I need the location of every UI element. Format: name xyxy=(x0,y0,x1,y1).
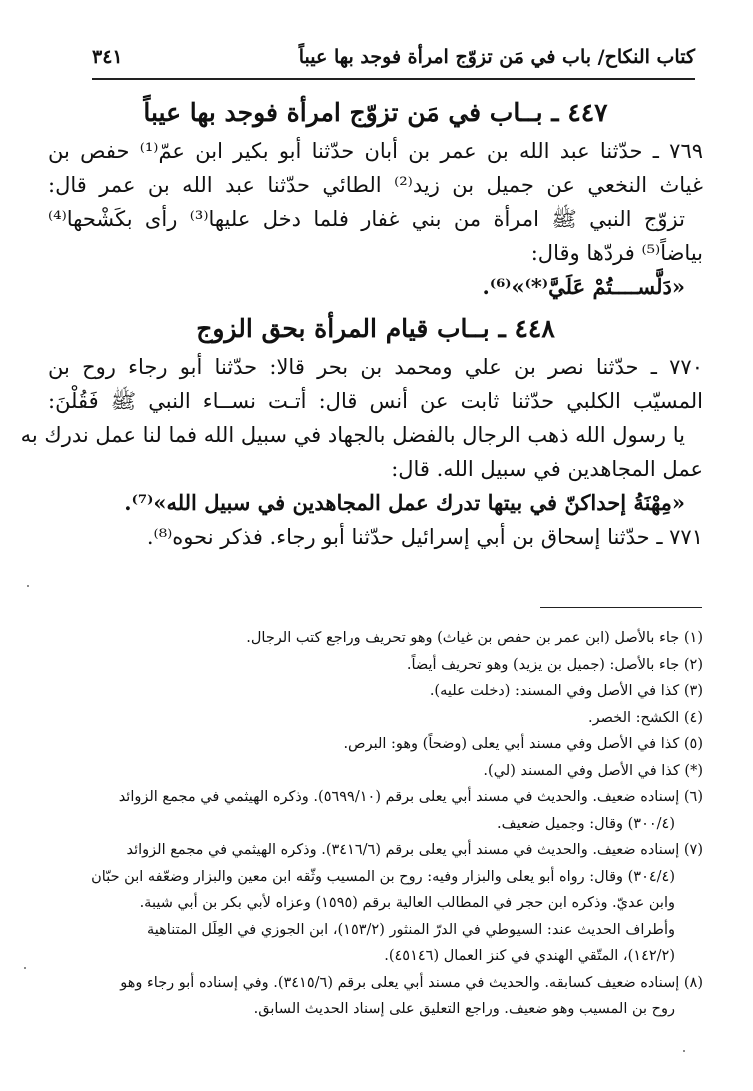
hadith-769-line-1: ٧٦٩ ـ حدّثنا عبد الله بن عمر بن أبان حدّثنا أبو بكير ابن عمّ⁽¹⁾ حفص بن xyxy=(48,139,704,163)
hadith-771: ٧٧١ ـ حدّثنا إسحاق بن أبي إسرائيل حدّثنا أبو رجاء. فذكر نحوه⁽⁸⁾. xyxy=(146,525,703,549)
chapter-title-447: ٤٤٧ ـ بــاب في مَن تزوّج امرأة فوجد بها عيباً xyxy=(143,98,608,127)
prophetic-saying-770: «مِهْنَةُ إحداكنّ في بيتها تدرك عمل المجاهدين في سبيل الله»⁽⁷⁾. xyxy=(124,490,685,515)
main-text xyxy=(20,92,704,554)
prophetic-saying-769: «دَلَّســــتُمْ عَلَيَّ⁽*⁾»⁽⁶⁾. xyxy=(482,274,685,299)
hadith-769-line-2: غياث النخعي عن جميل بن زيد⁽²⁾ الطائي حدّثنا عبد الله بن عمر قال: xyxy=(48,173,704,197)
footnote-star: (*) كذا في الأصل وفي المسند (لي). xyxy=(483,762,703,779)
scan-speck xyxy=(27,585,29,587)
footnote-1: (١) جاء بالأصل (ابن عمر بن حفص بن غياث) وهو تحريف وراجع كتب الرجال. xyxy=(246,630,703,646)
chapter-title-448: ٤٤٨ ـ بــاب قيام المرأة بحق الزوج xyxy=(196,314,555,343)
footnote-6: (٦) إسناده ضعيف. والحديث في مسند أبي يعلى برقم (٥٦٩٩/١٠). وذكره الهيثمي في مجمع الزوائد xyxy=(118,789,703,805)
scan-speck xyxy=(24,967,26,969)
footnote-7-cont-2: وابن عديّ. وذكره ابن حجر في المطالب العالية برقم (١٥٩٥) وعزاه لأبي بكر بن أبي شيبة. xyxy=(139,895,675,911)
hadith-770-line-2: المسيّب الكلبي حدّثنا ثابت عن أنس قال: أتـت نســاء النبي ﷺ فَقُلْنَ: xyxy=(48,389,703,413)
footnote-7-cont-1: (٣٠٤/٤) وقال: رواه أبو يعلى والبزار وفيه: روح بن المسيب وثّقه ابن معين والبزار وضعّفه ابن حبّان xyxy=(91,868,675,885)
running-title: كتاب النكاح/ باب في مَن تزوّج امرأة فوجد بها عيباً xyxy=(298,46,695,68)
footnote-8: (٨) إسناده ضعيف كسابقه. والحديث في مسند أبي يعلى برقم (٣٤١٥/٦). وفي إسناده أبو رجاء وهو xyxy=(120,974,703,991)
footnote-7-cont-4: (١٤٢/٢)، المتّقي الهندي في كنز العمال (٤٥١٤٦). xyxy=(384,948,675,964)
scan-speck xyxy=(683,1050,685,1052)
hadith-770-line-1: ٧٧٠ ـ حدّثنا نصر بن علي ومحمد بن بحر قالا: حدّثنا أبو رجاء روح بن xyxy=(48,355,703,379)
hadith-770-line-3: يا رسول الله ذهب الرجال بالفضل بالجهاد في سبيل الله فما لنا عمل ندرك به xyxy=(20,423,685,447)
footnote-7-cont-3: وأطراف الحديث عند: السيوطي في الدرّ المنثور (١٥٣/٢)، ابن الجوزي في العِلَل المتناهية xyxy=(146,921,675,938)
running-header xyxy=(92,44,695,80)
footnote-5: (٥) كذا في الأصل وفي مسند أبي يعلى (وضحاً) وهو: البرص. xyxy=(343,736,703,752)
footnote-7: (٧) إسناده ضعيف. والحديث في مسند أبي يعلى برقم (٣٤١٦/٦). وذكره الهيثمي في مجمع الزوائد xyxy=(126,842,703,858)
footnotes xyxy=(43,625,703,1023)
hadith-769-line-4: بياضاً⁽⁵⁾ فردّها وقال: xyxy=(530,241,703,265)
footnote-6-cont: (٣٠٠/٤) وقال: وجميل ضعيف. xyxy=(497,815,675,832)
footnote-3: (٣) كذا في الأصل وفي المسند: (دخلت عليه). xyxy=(429,683,703,699)
footnote-2: (٢) جاء بالأصل: (جميل بن يزيد) وهو تحريف أيضاً. xyxy=(406,656,703,673)
footnote-separator xyxy=(540,607,702,608)
footnote-8-cont: روح بن المسيب وهو ضعيف. وراجع التعليق على إسناد الحديث السابق. xyxy=(253,1001,675,1017)
footnote-4: (٤) الكشح: الخصر. xyxy=(588,709,703,726)
hadith-770-line-4: عمل المجاهدين في سبيل الله. قال: xyxy=(391,457,703,481)
hadith-769-line-3: تزوّج النبي ﷺ امرأة من بني غفار فلما دخل عليها⁽³⁾ رأى بكَشْحها⁽⁴⁾ xyxy=(48,207,685,231)
page-number: ٣٤١ xyxy=(92,46,123,68)
